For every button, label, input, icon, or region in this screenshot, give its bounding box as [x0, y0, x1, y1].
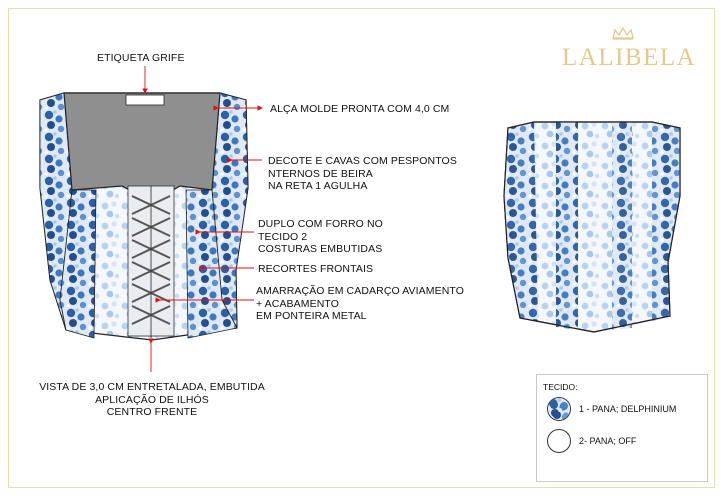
brand-logo: LALIBELA	[562, 44, 697, 71]
strap-note: ALÇA MOLDE PRONTA COM 4,0 CM	[270, 103, 450, 115]
legend-item-1: 1 - PANA; DELPHINIUM	[579, 404, 677, 414]
fabric-legend	[536, 374, 708, 482]
front-view	[40, 93, 248, 340]
legend-item-2: 2- PANA; OFF	[579, 436, 637, 446]
neckline-note: DECOTE E CAVAS COM PESPONTOS NTERNOS DE BEIRA NA RETA 1 AGULHA	[268, 155, 457, 192]
legend-title: TECIDO:	[543, 382, 578, 392]
back-view	[504, 122, 680, 332]
swatch-blue-floral-icon	[547, 397, 571, 421]
front-panels-note: RECORTES FRONTAIS	[258, 263, 374, 275]
double-lining-note: DUPLO COM FORRO NO TECIDO 2 COSTURAS EMBUTIDAS	[258, 218, 383, 255]
facing-note: VISTA DE 3,0 CM ENTRETALADA, EMBUTIDA APLICAÇÃO DE ILHÓS CENTRO FRENTE	[39, 381, 265, 418]
lacing-note: AMARRAÇÃO EM CADARÇO AVIAMENTO + ACABAMENTO EM PONTEIRA METAL	[256, 285, 464, 322]
label-tag-note: ETIQUETA GRIFE	[97, 52, 185, 64]
swatch-off-white-icon	[547, 429, 571, 453]
